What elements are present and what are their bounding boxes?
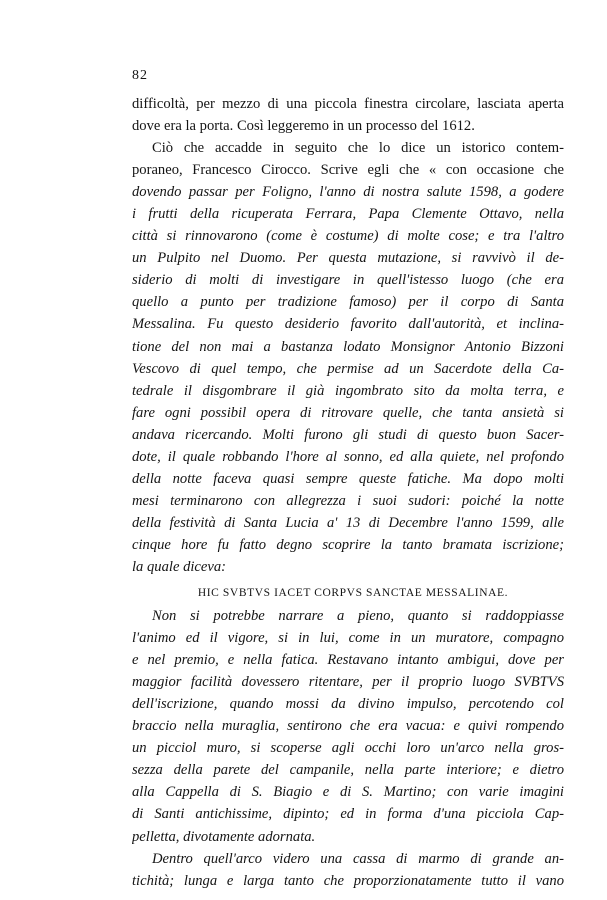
page-number: 82 xyxy=(132,68,148,83)
quoted-line: tedrale il disgombrare il già ingombrato sito da molta terra, e xyxy=(132,382,564,399)
text-line: Ciò che accadde in seguito che lo dice un istorico contem- xyxy=(152,140,564,157)
quoted-line: un picciol muro, si scoperse agli occhi loro un'arco nella gros- xyxy=(132,740,564,757)
quoted-line: quello a punto per tradizione famoso) per il corpo di Santa xyxy=(132,294,564,311)
quoted-line: sezza della parete del campanile, nella parte interiore; e dietro xyxy=(132,762,564,779)
quoted-line: l'animo ed il vigore, si in lui, come in un muratore, compagno xyxy=(132,630,564,647)
text-line: difficoltà, per mezzo di una piccola finestra circolare, lasciata aperta xyxy=(132,96,564,112)
text-line: dove era la porta. Così leggeremo in un processo del 1612. xyxy=(132,118,475,135)
body-text xyxy=(132,93,564,892)
quoted-line: un Pulpito nel Duomo. Per questa mutazione, si ravvivò il de- xyxy=(132,250,564,267)
quoted-line: dote, il quale robbando l'hore al sonno, ed alla quiete, nel profondo xyxy=(132,448,564,465)
quoted-line: braccio nella muraglia, sentirono che era vacua: e quivi rompendo xyxy=(132,718,564,735)
quoted-line: della festività di Santa Lucia a' 13 di Decembre l'anno 1599, alle xyxy=(132,514,564,531)
quoted-line: cinque hore fu fatto degno scoprire la tanto bramata iscrizione; xyxy=(132,536,564,553)
quoted-line: pelletta, divotamente adornata. xyxy=(132,828,316,845)
quoted-line: Messalina. Fu questo desiderio favorito dall'autorità, et inclina- xyxy=(132,316,564,333)
quoted-line: tichità; lunga e larga tanto che proporzionatamente tutto il vano xyxy=(132,872,564,889)
quoted-line: mesi terminarono con allegrezza i suoi sudori: poiché la notte xyxy=(132,492,564,509)
quoted-line: siderio di molti di investigare in quell'istesso luogo (che era xyxy=(132,272,564,289)
quoted-line: la quale diceva: xyxy=(132,558,227,575)
quoted-line: andava ricercando. Molti furono gli studi di questo buon Sacer- xyxy=(132,426,564,443)
quoted-line: maggior facilità dovessero ritentare, per il proprio luogo SVBTVS xyxy=(132,674,564,691)
text-line: poraneo, Francesco Cirocco. Scrive egli che « con occasione che xyxy=(132,162,564,179)
quoted-line: di Santi antichissime, dipinto; ed in forma d'una picciola Cap- xyxy=(132,806,564,823)
quoted-line: della notte faceva quasi sempre queste fatiche. Ma dopo molti xyxy=(132,470,564,487)
quoted-line: Non si potrebbe narrare a pieno, quanto si raddoppiasse xyxy=(152,608,564,625)
quoted-line: tione del non mai a bastanza lodato Monsignor Antonio Bizzoni xyxy=(132,338,564,355)
quoted-line: alla Cappella di S. Biagio e di S. Martino; con varie imagini xyxy=(132,784,564,801)
quoted-line: fare ogni possibil opera di ritrovare quelle, che tanta ansietà si xyxy=(132,404,564,421)
quoted-line: Dentro quell'arco videro una cassa di marmo di grande an- xyxy=(152,850,564,867)
inscription: HIC SVBTVS IACET CORPVS SANCTAE MESSALINAE. xyxy=(197,587,509,600)
quoted-line: dovendo passar per Foligno, l'anno di nostra salute 1598, a godere xyxy=(132,184,564,201)
quoted-line: dell'iscrizione, quando mossi da divino impulso, percotendo col xyxy=(132,696,564,713)
quoted-line: i frutti della ricuperata Ferrara, Papa Clemente Ottavo, nella xyxy=(132,206,564,223)
quoted-line: Vescovo di quel tempo, che permise ad un Sacerdote della Ca- xyxy=(132,360,564,377)
quoted-line: e nel premio, e nella fatica. Restavano intanto ambigui, dove per xyxy=(132,652,564,669)
quoted-line: città si rinnovarono (come è costume) di molte cose; e tra l'altro xyxy=(132,228,564,245)
